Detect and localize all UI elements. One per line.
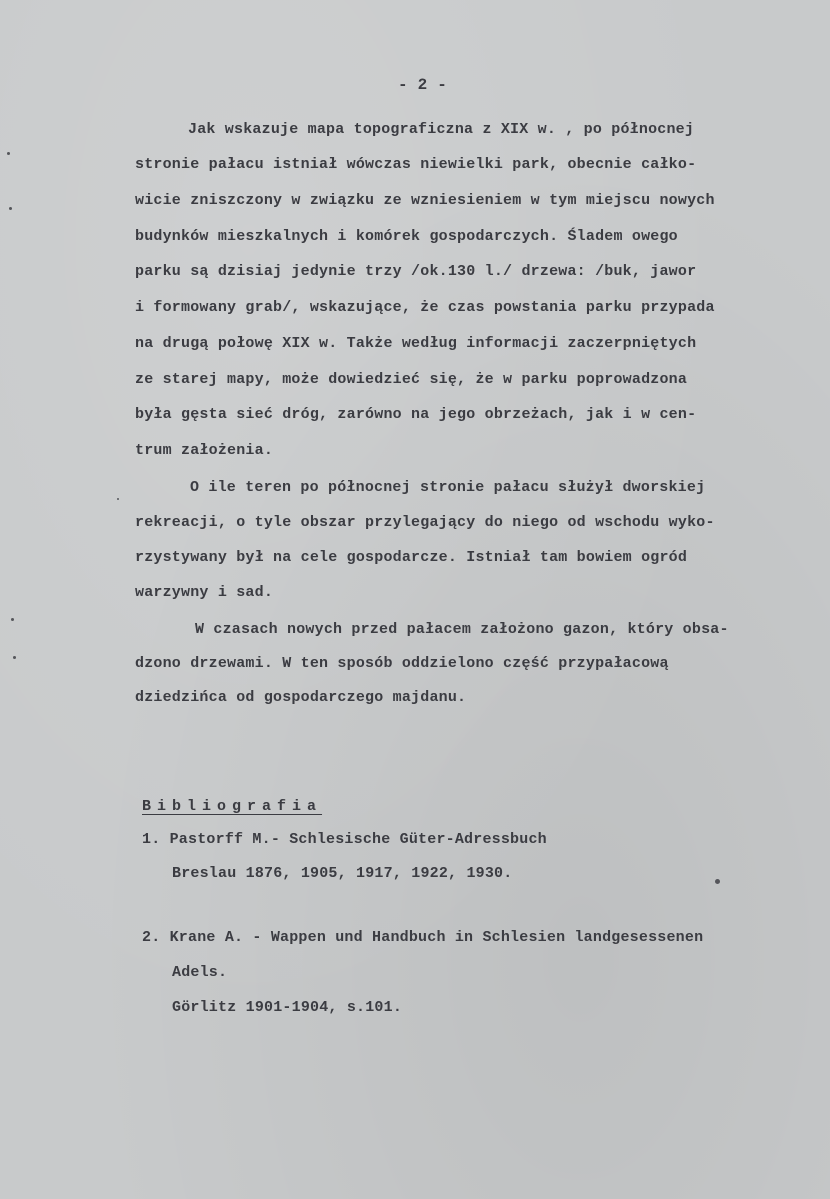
bibliography-entry-2-line-3: Görlitz 1901-1904, s.101. [172, 999, 403, 1016]
paper-speck [11, 618, 14, 621]
paragraph-1-line-3: wicie zniszczony w związku ze wzniesieniem w tym miejscu nowych [135, 192, 715, 209]
paper-speck [7, 152, 10, 155]
paragraph-1-line-8: ze starej mapy, może dowiedzieć się, że w parku poprowadzona [135, 371, 688, 388]
paragraph-1-line-2: stronie pałacu istniał wówczas niewielki park, obecnie całko- [135, 156, 697, 173]
paper-speck [117, 498, 119, 500]
paragraph-2-line-2: rekreacji, o tyle obszar przylegający do niego od wschodu wyko- [135, 514, 715, 531]
paragraph-1-line-7: na drugą połowę XIX w. Także według informacji zaczerpniętych [135, 335, 697, 352]
paragraph-1-line-4: budynków mieszkalnych i komórek gospodarczych. Śladem owego [135, 228, 678, 245]
bibliography-entry-2-line-2: Adels. [172, 964, 228, 981]
page-number: - 2 - [398, 76, 448, 94]
paragraph-3-line-2: dzono drzewami. W ten sposób oddzielono część przypałacową [135, 655, 669, 672]
paragraph-1-line-1: Jak wskazuje mapa topograficzna z XIX w. , po północnej [188, 121, 695, 138]
bibliography-entry-1-line-1: 1. Pastorff M.- Schlesische Güter-Adressbuch [142, 831, 547, 848]
bibliography-entry-1-line-2: Breslau 1876, 1905, 1917, 1922, 1930. [172, 865, 513, 882]
paragraph-2-line-4: warzywny i sad. [135, 584, 274, 601]
paragraph-3-line-1: W czasach nowych przed pałacem założono gazon, który obsa- [195, 621, 729, 638]
paragraph-1-line-6: i formowany grab/, wskazujące, że czas powstania parku przypada [135, 299, 715, 316]
bibliography-entry-2-line-1: 2. Krane A. - Wappen und Handbuch in Schlesien landgesessenen [142, 929, 704, 946]
paragraph-2-line-3: rzystywany był na cele gospodarcze. Istniał tam bowiem ogród [135, 549, 688, 566]
paragraph-1-line-5: parku są dzisiaj jedynie trzy /ok.130 l./ drzewa: /buk, jawor [135, 263, 697, 280]
paper-speck [715, 879, 720, 884]
paragraph-1-line-10: trum założenia. [135, 442, 274, 459]
bibliography-heading: Bibliografia [142, 798, 323, 815]
paragraph-3-line-3: dziedzińca od gospodarczego majdanu. [135, 689, 467, 706]
paragraph-1-line-9: była gęsta sieć dróg, zarówno na jego obrzeżach, jak i w cen- [135, 406, 697, 423]
paragraph-2-line-1: O ile teren po północnej stronie pałacu służył dworskiej [190, 479, 706, 496]
paper-speck [13, 656, 16, 659]
paper-speck [9, 207, 12, 210]
